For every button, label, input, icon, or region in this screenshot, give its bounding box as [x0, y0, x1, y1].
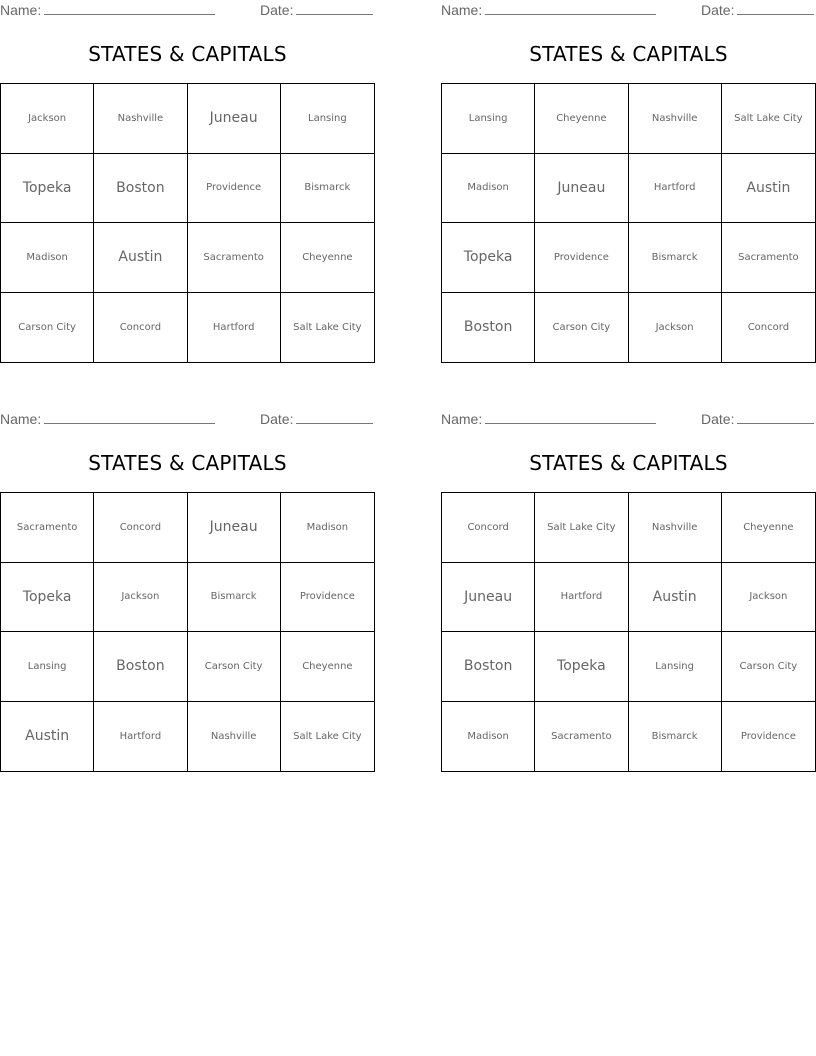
bingo-cell: Providence — [188, 154, 281, 224]
bingo-cell: Jackson — [629, 293, 722, 363]
bingo-cell: Topeka — [535, 632, 628, 702]
date-label: Date: — [260, 2, 294, 18]
bingo-grid — [441, 492, 816, 772]
bingo-cell: Juneau — [535, 154, 628, 224]
bingo-cell: Carson City — [722, 632, 815, 702]
bingo-cell: Boston — [94, 154, 187, 224]
bingo-cell: Topeka — [1, 563, 94, 633]
bingo-cell: Salt Lake City — [535, 493, 628, 563]
bingo-cell: Lansing — [442, 84, 535, 154]
bingo-cell: Boston — [442, 632, 535, 702]
bingo-cell: Cheyenne — [281, 632, 374, 702]
name-blank-line[interactable] — [44, 2, 215, 15]
bingo-cell: Hartford — [94, 702, 187, 772]
date-label: Date: — [260, 411, 294, 427]
bingo-cell: Hartford — [629, 154, 722, 224]
date-blank-line[interactable] — [296, 2, 373, 15]
name-field[interactable] — [0, 2, 215, 18]
bingo-cell: Bismarck — [281, 154, 374, 224]
bingo-cell: Madison — [281, 493, 374, 563]
bingo-cell: Cheyenne — [535, 84, 628, 154]
bingo-cell: Austin — [94, 223, 187, 293]
card-header — [0, 409, 375, 429]
bingo-cell: Austin — [1, 702, 94, 772]
bingo-cell: Sacramento — [535, 702, 628, 772]
name-label: Name: — [0, 2, 42, 18]
bingo-cell: Boston — [442, 293, 535, 363]
card-title: STATES & CAPITALS — [88, 451, 287, 475]
bingo-cell: Salt Lake City — [722, 84, 815, 154]
bingo-cell: Sacramento — [1, 493, 94, 563]
date-field[interactable] — [701, 2, 814, 18]
bingo-cell: Juneau — [442, 563, 535, 633]
bingo-cell: Concord — [94, 293, 187, 363]
card-title: STATES & CAPITALS — [529, 451, 728, 475]
name-label: Name: — [441, 411, 483, 427]
bingo-cell: Jackson — [722, 563, 815, 633]
card-title: STATES & CAPITALS — [88, 42, 287, 66]
card-header — [0, 0, 375, 20]
bingo-cell: Nashville — [188, 702, 281, 772]
bingo-cell: Concord — [94, 493, 187, 563]
bingo-cell: Nashville — [629, 84, 722, 154]
date-field[interactable] — [260, 2, 373, 18]
bingo-cell: Lansing — [281, 84, 374, 154]
card-header — [441, 0, 816, 20]
bingo-cell: Juneau — [188, 84, 281, 154]
bingo-cell: Concord — [747, 321, 790, 333]
bingo-cell: Sacramento — [188, 223, 281, 293]
name-field[interactable] — [441, 2, 656, 18]
date-blank-line[interactable] — [737, 2, 814, 15]
date-label: Date: — [701, 2, 735, 18]
bingo-card — [441, 0, 816, 364]
bingo-card — [441, 409, 816, 773]
date-field[interactable] — [260, 411, 373, 427]
name-label: Name: — [441, 2, 483, 18]
bingo-cell: Hartford — [188, 293, 281, 363]
date-blank-line[interactable] — [296, 411, 373, 424]
bingo-cell: Juneau — [188, 493, 281, 563]
name-field[interactable] — [441, 411, 656, 427]
name-field[interactable] — [0, 411, 215, 427]
bingo-cell: Nashville — [629, 493, 722, 563]
bingo-cell: Carson City — [188, 632, 281, 702]
bingo-card — [0, 0, 375, 364]
bingo-cell: Boston — [94, 632, 187, 702]
bingo-cell: Hartford — [535, 563, 628, 633]
name-blank-line[interactable] — [485, 2, 656, 15]
name-blank-line[interactable] — [485, 411, 656, 424]
bingo-cell: Concord — [442, 493, 535, 563]
bingo-cell: Carson City — [1, 293, 94, 363]
bingo-cell: Austin — [629, 563, 722, 633]
date-label: Date: — [701, 411, 735, 427]
bingo-cell: Madison — [442, 702, 535, 772]
bingo-cell: Cheyenne — [722, 493, 815, 563]
card-header — [441, 409, 816, 429]
bingo-cell: Nashville — [94, 84, 187, 154]
bingo-cell: Sacramento — [722, 223, 815, 293]
bingo-cell: Providence — [281, 563, 374, 633]
bingo-cell: Cheyenne — [281, 223, 374, 293]
bingo-card — [0, 409, 375, 773]
name-label: Name: — [0, 411, 42, 427]
bingo-cell: Salt Lake City — [293, 730, 362, 742]
bingo-cell: Madison — [442, 154, 535, 224]
bingo-grid — [0, 492, 375, 772]
bingo-cell: Providence — [740, 730, 796, 742]
bingo-cell: Lansing — [1, 632, 94, 702]
bingo-cell: Carson City — [535, 293, 628, 363]
card-title: STATES & CAPITALS — [529, 42, 728, 66]
bingo-cell: Lansing — [629, 632, 722, 702]
date-blank-line[interactable] — [737, 411, 814, 424]
name-blank-line[interactable] — [44, 411, 215, 424]
bingo-cell: Topeka — [1, 154, 94, 224]
bingo-grid — [441, 83, 816, 363]
bingo-cell: Jackson — [94, 563, 187, 633]
bingo-cell: Bismarck — [188, 563, 281, 633]
date-field[interactable] — [701, 411, 814, 427]
bingo-grid — [0, 83, 375, 363]
bingo-cell: Topeka — [442, 223, 535, 293]
bingo-cell: Austin — [722, 154, 815, 224]
bingo-cell: Providence — [535, 223, 628, 293]
bingo-cell: Madison — [1, 223, 94, 293]
bingo-cell: Bismarck — [629, 702, 722, 772]
bingo-cell: Jackson — [1, 84, 94, 154]
bingo-cell: Bismarck — [629, 223, 722, 293]
bingo-cell: Salt Lake City — [293, 321, 362, 333]
